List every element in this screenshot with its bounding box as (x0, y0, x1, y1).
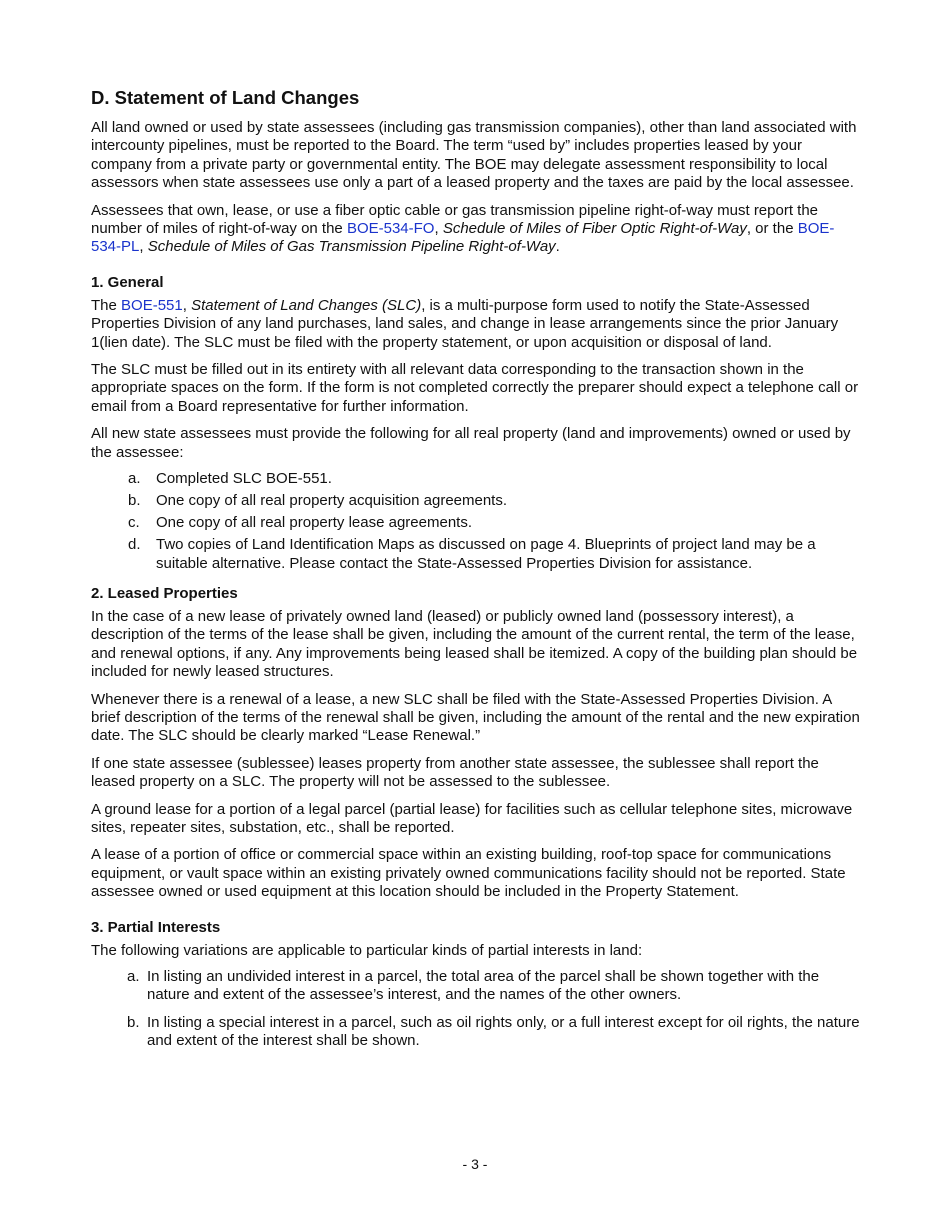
new-assessee-requirements-list (91, 470, 863, 573)
document-page (91, 86, 863, 1060)
list-item: b. One copy of all real property acquisition agreements. (128, 492, 508, 510)
general-paragraph-1: The BOE-551, Statement of Land Changes (SLC), is a multi-purpose form used to notify the State-Assessed Properties Division of any land purchases, land sales, and change in lease arrangements since the prior January 1(lien date). The SLC must be filed with the property statement, or upon acquisition or disposal of land. (91, 296, 839, 351)
list-item: b. In listing a special interest in a parcel, such as oil rights only, or a full interest except for oil rights, the nature and extent of the interest shall be shown. (127, 1013, 860, 1050)
partial-interests-heading: 3. Partial Interests (91, 918, 221, 936)
boe-534-pl-link[interactable]: BOE-534-PL (91, 220, 835, 256)
leased-paragraph-2: Whenever there is a renewal of a lease, a new SLC shall be filed with the State-Assessed Properties Division. A brief description of the terms of the renewal shall be given, including the amount of the rental and the new expiration date. The SLC should be clearly marked “Lease Renewal.” (91, 690, 860, 745)
leased-properties-heading: 2. Leased Properties (91, 584, 238, 602)
list-marker: a. (128, 470, 141, 488)
list-marker: b. (127, 1013, 140, 1031)
leased-paragraph-4: A ground lease for a portion of a legal parcel (partial lease) for facilities such as cellular telephone sites, microwave sites, repeater sites, substation, etc., shall be reported. (91, 800, 853, 836)
leased-paragraph-3: If one state assessee (sublessee) leases property from another state assessee, the sublessee shall report the leased property on a SLC. The property will not be assessed to the sublessee. (91, 754, 819, 791)
list-item: a. Completed SLC BOE-551. (128, 470, 332, 488)
list-marker: d. (128, 536, 141, 554)
general-paragraph-2: The SLC must be filled out in its entirety with all relevant data corresponding to the transaction shown in the appropriate spaces on the form. If the form is not completed correctly the preparer should expect a telephone call or email from a Board representative for further information. (91, 361, 859, 415)
list-marker: c. (128, 514, 140, 532)
list-item: c. One copy of all real property lease agreements. (128, 514, 473, 532)
general-paragraph-3: All new state assessees must provide the following for all real property (land and improvements) owned or used by the assessee: (91, 425, 851, 461)
leased-paragraph-5: A lease of a portion of office or commercial space within an existing building, roof-top space for communications equipment, or vault space within an existing privately owned communications facility should not be reported. State assessee owned or used equipment at this location should be included in the Property Statement. (91, 846, 846, 901)
boe-551-link[interactable]: BOE-551 (121, 296, 183, 314)
partial-paragraph-1: The following variations are applicable to particular kinds of partial interests in land: (91, 941, 643, 959)
section-heading: D. Statement of Land Changes (91, 87, 360, 108)
partial-interests-list (91, 968, 863, 1051)
list-marker: a. (127, 968, 140, 985)
intro-paragraph-2: Assessees that own, lease, or use a fiber optic cable or gas transmission pipeline right-of-way must report the number of miles of right-of-way on the BOE-534-FO, Schedule of Miles of Fiber Optic Right-of-Way, or the BOE-534-PL, Schedule of Miles of Gas Transmission Pipeline Right-of-Way. (91, 201, 835, 256)
general-heading: 1. General (91, 273, 164, 291)
boe-534-fo-link[interactable]: BOE-534-FO (346, 220, 435, 238)
leased-paragraph-1: In the case of a new lease of privately owned land (leased) or publicly owned land (possessory interest), a description of the terms of the lease shall be given, including the amount of the current rental, the term of the lease, and renewal options, if any. Any improvements being leased shall be itemized. A copy of the building plan should be included for newly leased structures. (91, 607, 858, 681)
intro-paragraph-1: All land owned or used by state assessees (including gas transmission companies), other than land associated with intercounty pipelines, must be reported to the Board. The term “used by” includes properties leased by your company from a private party or governmental entity. The BOE may delegate assessment responsibility to local assessors when state assessees use only a part of a leased property and the taxes are paid by the local assessee. (91, 119, 857, 192)
list-item: d. Two copies of Land Identification Maps as discussed on page 4. Blueprints of project land may be a suitable alternative. Please contact the State-Assessed Properties Division for assistance. (128, 536, 816, 572)
list-marker: b. (128, 492, 141, 510)
page-number: - 3 - (462, 1156, 488, 1172)
list-item: a. In listing an undivided interest in a parcel, the total area of the parcel shall be shown together with the nature and extent of the assessee’s interest, and the names of the other owners. (127, 968, 820, 1004)
